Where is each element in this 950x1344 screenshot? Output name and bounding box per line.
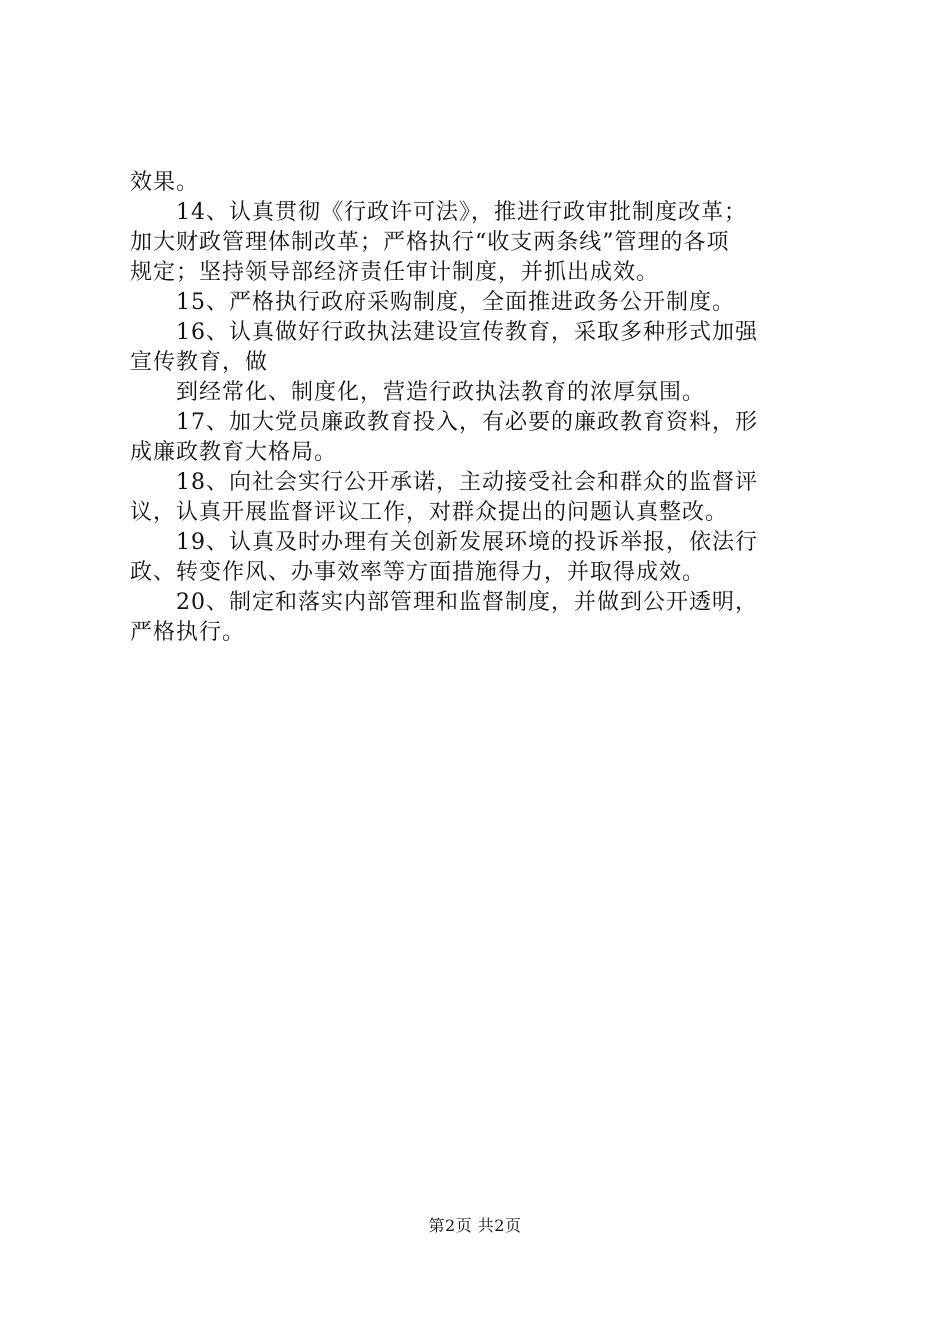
text-line: 20、制定和落实内部管理和监督制度，并做到公开透明， [176, 590, 758, 615]
text-line: 效果。 [130, 170, 200, 195]
text-line: 14、认真贯彻《行政许可法》，推进行政审批制度改革； [176, 200, 747, 225]
text-line: 19、认真及时办理有关创新发展环境的投诉举报，依法行 [176, 530, 758, 555]
text-line: 18、向社会实行公开承诺，主动接受社会和群众的监督评 [176, 470, 758, 495]
text-line: 加大财政管理体制改革；严格执行“收支两条线”管理的各项 [130, 230, 730, 255]
page-number: 第2页 共2页 [428, 1216, 522, 1235]
text-line: 严格执行。 [130, 620, 246, 645]
text-line: 15、严格执行政府采购制度，全面推进政务公开制度。 [176, 290, 735, 315]
document-body [130, 168, 830, 648]
page-footer [0, 1214, 950, 1238]
text-line: 宣传教育，做 [130, 350, 269, 375]
text-line: 议，认真开展监督评议工作，对群众提出的问题认真整改。 [130, 500, 729, 525]
text-line: 政、转变作风、办事效率等方面措施得力，并取得成效。 [130, 560, 706, 585]
text-line: 17、加大党员廉政教育投入，有必要的廉政教育资料，形 [176, 410, 758, 435]
text-line: 16、认真做好行政执法建设宣传教育，采取多种形式加强 [176, 320, 758, 345]
text-line: 成廉政教育大格局。 [130, 440, 338, 465]
text-line: 到经常化、制度化，营造行政执法教育的浓厚氛围。 [176, 380, 706, 405]
text-line: 规定；坚持领导部经济责任审计制度，并抓出成效。 [130, 260, 660, 285]
